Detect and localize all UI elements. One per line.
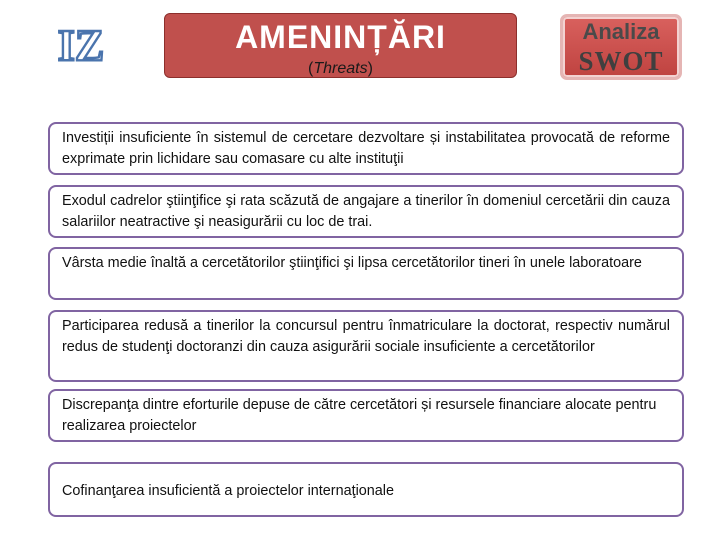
institution-logo	[51, 18, 111, 70]
page-title: AMENINȚĂRI	[235, 19, 446, 55]
threat-text: Discrepanţa dintre eforturile depuse de către cercetători și resursele financiare alocate pentru realizarea proiectelor	[62, 397, 657, 434]
threat-item-6	[48, 462, 684, 517]
subtitle-open: (	[308, 60, 314, 77]
threat-item-5	[48, 389, 684, 442]
threat-item-3	[48, 247, 684, 300]
threat-text: Exodul cadrelor ştiinţifice şi rata scăzută de angajare a tinerilor în domeniul cercetării din cauza salariilor neatractive şi neasigurării cu loc de trai.	[62, 193, 670, 230]
threat-text: Participarea redusă a tinerilor la concursul pentru înmatriculare la doctorat, respectiv numărul redus de studenţi doctoranzi din cauza asigurării sociale insuficiente a cercetătorilor	[62, 318, 670, 355]
swot-badge-line1: Analiza	[582, 19, 660, 44]
threat-item-1	[48, 122, 684, 175]
threat-item-2	[48, 185, 684, 238]
logo-mark	[51, 18, 111, 70]
swot-badge	[560, 14, 682, 80]
threat-item-4	[48, 310, 684, 382]
threat-text: Vârsta medie înaltă a cercetătorilor ştiinţifici şi lipsa cercetătorilor tineri în unele laboratoare	[62, 255, 642, 271]
section-header	[164, 13, 517, 78]
logo-text: IZ	[57, 21, 105, 70]
threat-text: Investiții insuficiente în sistemul de cercetare dezvoltare și instabilitatea provocată de reforme exprimate prin lichidare sau comasare cu alte instituţii	[62, 130, 670, 167]
subtitle-english: Threats	[313, 60, 368, 77]
threat-text: Cofinanţarea insuficientă a proiectelor internaţionale	[62, 483, 394, 499]
swot-badge-line2: SWOT	[578, 46, 664, 76]
page-subtitle	[165, 60, 516, 78]
subtitle-close: )	[367, 60, 373, 77]
